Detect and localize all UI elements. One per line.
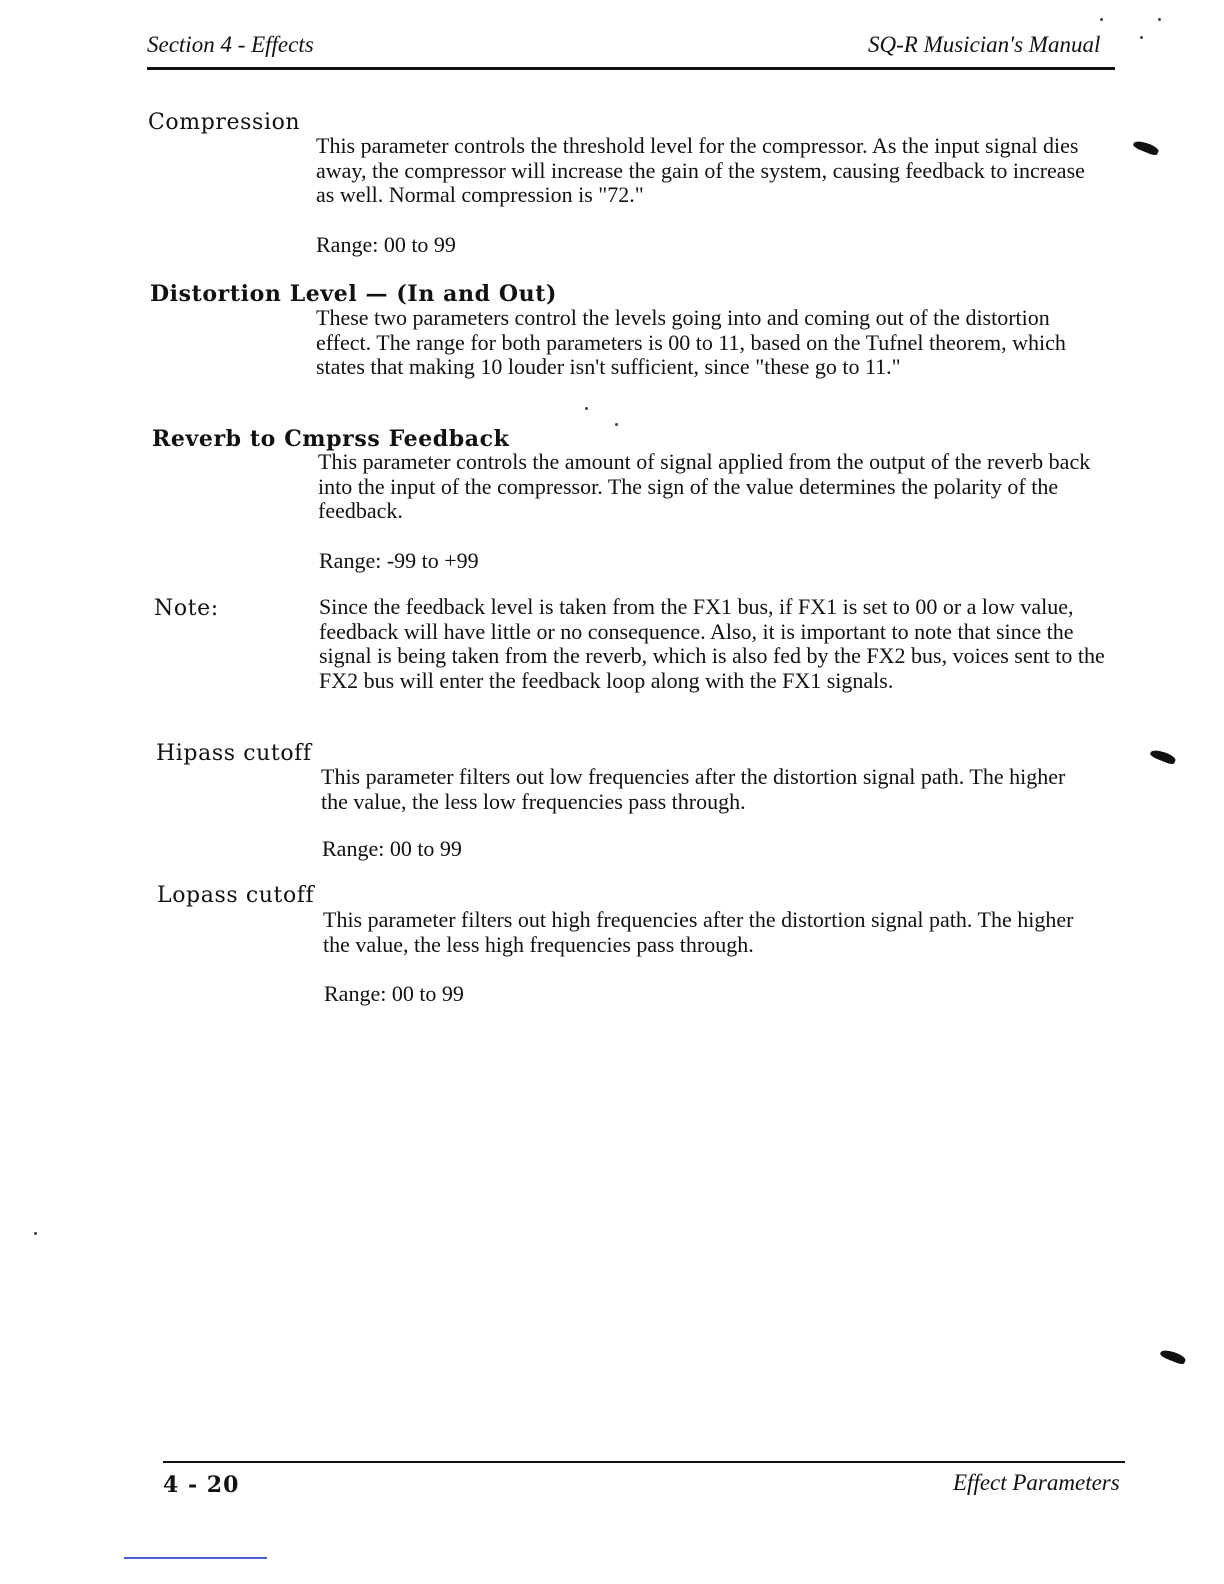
scan-speck [1158,18,1161,21]
footer-section-title: Effect Parameters [953,1470,1120,1495]
scan-speck [585,407,588,410]
binder-hole-mark [1149,747,1176,765]
lopass-cutoff-description: This parameter filters out high frequencies after the distortion signal path. The higher the value, the less high frequencies pass through. [323,907,1074,957]
scan-speck [34,1232,37,1235]
hipass-cutoff-term: Hipass cutoff [156,741,312,766]
header-section-title: Section 4 - Effects [147,32,314,57]
hipass-cutoff-range: Range: 00 to 99 [322,836,462,861]
scan-edge-line [124,1557,267,1559]
compression-range: Range: 00 to 99 [316,232,456,257]
distortion-level-description: These two parameters control the levels going into and coming out of the distortion effect. The range for both parameters is 00 to 11, based on the Tufnel theorem, which states that making 10 louder isn't sufficient, since "these go to 11." [316,305,1066,379]
distortion-level-term: Distortion Level — (In and Out) [150,281,557,307]
note-term: Note: [154,596,219,621]
scan-speck [615,423,618,426]
lopass-cutoff-term: Lopass cutoff [157,883,315,908]
scan-speck [1100,18,1103,21]
binder-hole-mark [1159,1347,1186,1365]
reverb-feedback-term: Reverb to Cmprss Feedback [152,426,510,452]
reverb-feedback-range: Range: -99 to +99 [319,548,479,573]
binder-hole-mark [1132,138,1159,156]
hipass-cutoff-description: This parameter filters out low frequencies after the distortion signal path. The higher the value, the less low frequencies pass through. [321,764,1066,814]
lopass-cutoff-range: Range: 00 to 99 [324,981,464,1006]
header-manual-title: SQ-R Musician's Manual [868,32,1101,57]
header-rule [147,67,1115,70]
reverb-feedback-description: This parameter controls the amount of signal applied from the output of the reverb back into the input of the compressor. The sign of the value determines the polarity of the feedback. [318,449,1091,523]
page-number: 4 - 20 [163,1472,240,1498]
compression-description: This parameter controls the threshold level for the compressor. As the input signal dies away, the compressor will increase the gain of the system, causing feedback to increase as well. Normal compression is "72." [316,133,1085,207]
scan-speck [1140,36,1143,39]
compression-term: Compression [148,110,301,135]
note-description: Since the feedback level is taken from the FX1 bus, if FX1 is set to 00 or a low value, feedback will have little or no consequence. Also, it is important to note that since the signal is being taken from the reverb, which is also fed by the FX2 bus, voices sent to the FX2 bus will enter the feedback loop along with the FX1 signals. [319,594,1105,693]
footer-rule [163,1461,1125,1463]
